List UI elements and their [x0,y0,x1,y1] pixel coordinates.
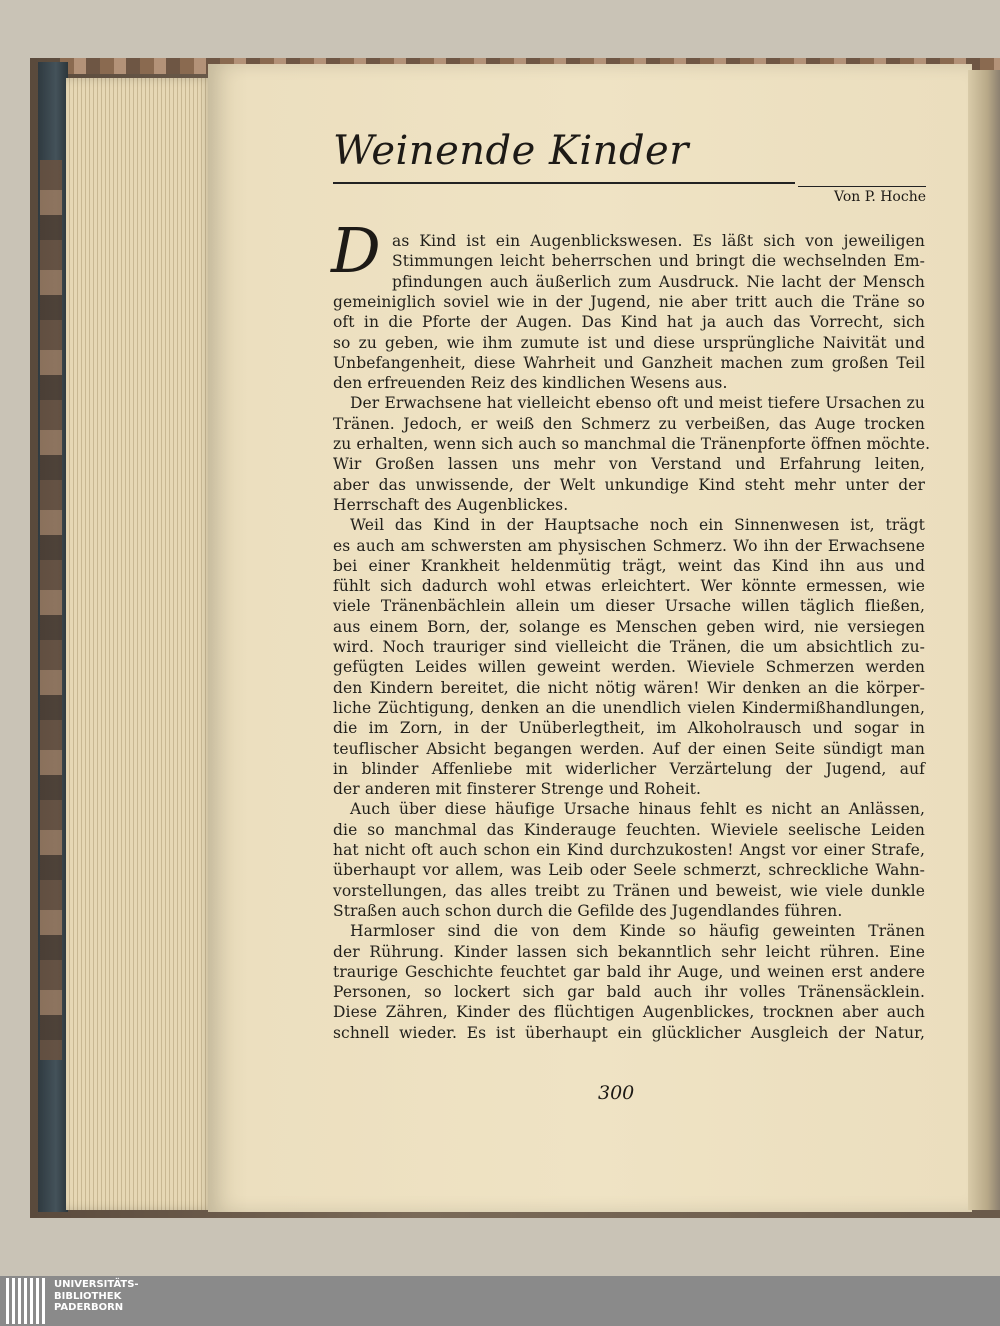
page-gutter [968,70,1000,1210]
text-line: traurige Geschichte feuchtet gar bald ihr Auge, und weinen erst andere [333,962,925,981]
library-logo-icon [6,1278,46,1324]
text-line: es auch am schwersten am physischen Schmerz. Wo ihn der Erwachsene [333,536,925,555]
text-line: der Rührung. Kinder lassen sich bekanntlich sehr leicht rühren. Eine [333,942,925,961]
marbled-board-left [40,160,62,1060]
text-line: fühlt sich dadurch wohl etwas erleichtert. Wer könnte ermessen, wie [333,577,925,596]
logo-line: PADERBORN [54,1302,124,1313]
text-line: in blinder Affenliebe mit widerlicher Verzärtelung der Jugend, auf [333,759,925,778]
drop-cap: D [331,214,381,287]
text-line: Straßen auch schon durch die Gefilde des Jugendlandes führen. [333,901,843,920]
text-line: Diese Zähren, Kinder des flüchtigen Augenblickes, trocknen aber auch [333,1003,925,1022]
page-number: 300 [598,1082,635,1104]
library-logo-text [54,1279,139,1314]
text-line: as Kind ist ein Augenblickswesen. Es läßt sich von jeweiligen [392,232,925,250]
text-line: Stimmungen leicht beherrschen und bringt die wechselnden Em- [392,252,925,271]
text-line: Tränen. Jedoch, er weiß den Schmerz zu verbeißen, das Auge trocken [333,414,925,433]
text-line: die im Zorn, in der Unüberlegtheit, im Alkoholrausch und sogar in [333,719,925,738]
text-line: wird. Noch trauriger sind vielleicht die Tränen, die um absichtlich zu- [333,638,925,656]
text-line: zu erhalten, wenn sich auch so manchmal die Tränenpforte öffnen möchte. [333,435,931,453]
text-line: aus einem Born, der, solange es Menschen geben wird, nie versiegen [333,617,925,636]
text-line: Auch über diese häufige Ursache hinaus fehlt es nicht an Anlässen, [350,800,925,819]
text-line: die so manchmal das Kinderauge feuchten. Wieviele seelische Leiden [333,820,925,839]
text-line: so zu geben, wie ihm zumute ist und diese ursprüngliche Naivität und [333,333,925,352]
text-line: Herrschaft des Augenblickes. [333,495,569,514]
text-line: den Kindern bereitet, die nicht nötig wären! Wir denken an die körper- [333,678,925,697]
text-line: Harmloser sind die von dem Kinde so häufig geweinten Tränen [350,922,925,941]
logo-line: BIBLIOTHEK [54,1290,122,1302]
text-line: hat nicht oft auch schon ein Kind durchzukosten! Angst vor einer Strafe, [333,841,925,859]
text-line: aber das unwissende, der Welt unkundige Kind steht mehr unter der [333,475,925,494]
text-line: Weil das Kind in der Hauptsache noch ein Sinnenwesen ist, trägt [350,516,925,535]
text-line: vorstellungen, das alles treibt zu Tränen und beweist, wie viele dunkle [333,881,925,900]
library-footer [0,1276,1000,1326]
text-line: teuflischer Absicht begangen werden. Auf der einen Seite sündigt man [333,739,925,758]
text-line: pfindungen auch äußerlich zum Ausdruck. Nie lacht der Mensch [392,272,925,291]
article-title: Weinende Kinder [333,128,689,174]
text-line: gefügten Leides willen geweint werden. Wieviele Schmerzen werden [333,658,925,677]
text-line: bei einer Krankheit heldenmütig trägt, weint das Kind ihn aus und [333,556,925,575]
title-rule [333,182,795,184]
text-line: Wir Großen lassen uns mehr von Verstand und Erfahrung leiten, [333,455,925,474]
text-line: oft in die Pforte der Augen. Das Kind hat ja auch das Vorrecht, sich [333,313,925,332]
article-author: Von P. Hoche [834,189,926,205]
text-line: viele Tränenbächlein allein um dieser Ursache willen täglich fließen, [333,597,925,616]
text-line: überhaupt vor allem, was Leib oder Seele schmerzt, schreckliche Wahn- [333,861,925,880]
text-line: liche Züchtigung, denken an die unendlich vielen Kindermißhandlungen, [333,698,925,717]
page-stack [66,78,214,1210]
text-line: Der Erwachsene hat vielleicht ebenso oft und meist tiefere Ursachen zu [350,394,925,413]
text-line: Personen, so lockert sich gar bald auch ihr volles Tränensäcklein. [333,983,925,1002]
text-line: der anderen mit finsterer Strenge und Roheit. [333,780,702,799]
text-line: schnell wieder. Es ist überhaupt ein glücklicher Ausgleich der Natur, [333,1023,925,1042]
logo-line: UNIVERSITÄTS- [54,1279,139,1290]
text-line: den erfreuenden Reiz des kindlichen Wesens aus. [333,374,728,393]
author-rule [798,186,926,187]
text-line: gemeiniglich soviel wie in der Jugend, nie aber tritt auch die Träne so [333,292,925,311]
text-line: Unbefangenheit, diese Wahrheit und Ganzheit machen zum großen Teil [333,353,925,372]
